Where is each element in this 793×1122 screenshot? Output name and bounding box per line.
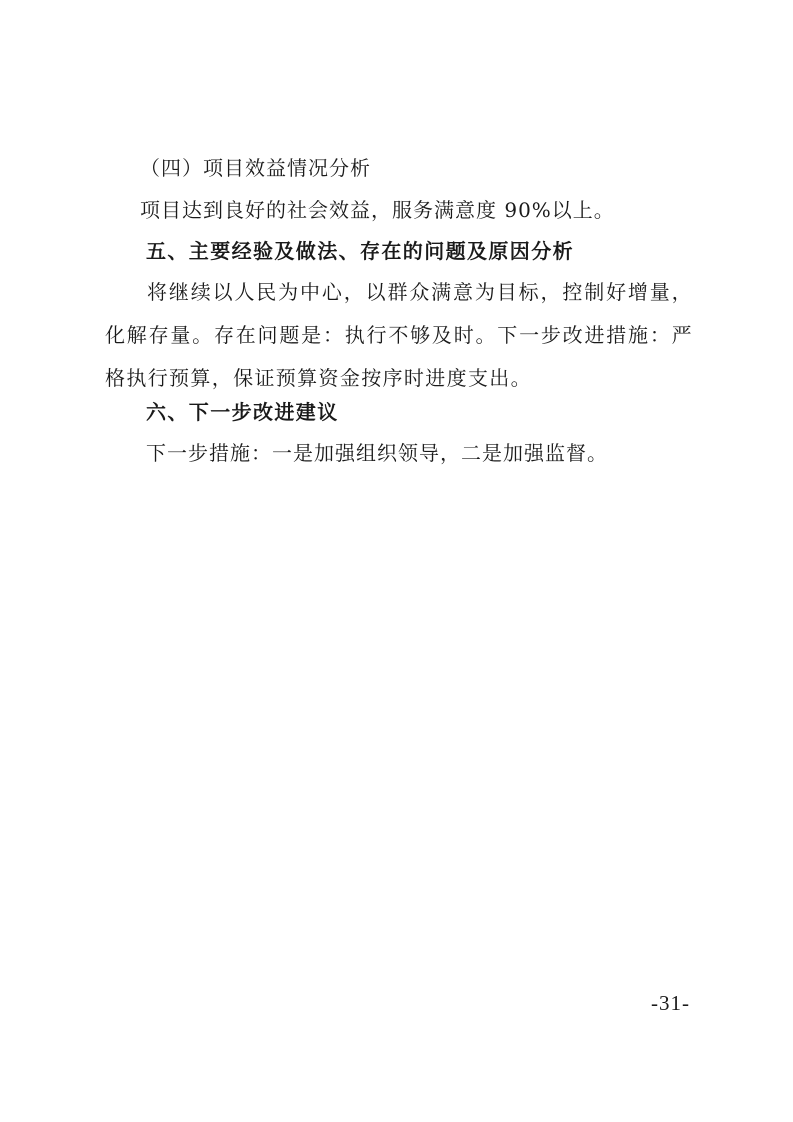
section-4-body: 项目达到良好的社会效益，服务满意度 90%以上。 — [140, 198, 615, 222]
section-6-body: 下一步措施：一是加强组织领导，二是加强监督。 — [146, 441, 608, 465]
section-6-heading: 六、下一步改进建议 — [146, 400, 339, 424]
page-number: -31- — [651, 991, 690, 1015]
section-5-heading: 五、主要经验及做法、存在的问题及原因分析 — [146, 239, 574, 263]
section-4-heading: （四）项目效益情况分析 — [140, 156, 371, 180]
section-5-body: 将继续以人民为中心，以群众满意为目标，控制好增量，化解存量。存在问题是：执行不够及时。下一步改进措施：严格执行预算，保证预算资金按序时进度支出。 — [105, 280, 693, 390]
